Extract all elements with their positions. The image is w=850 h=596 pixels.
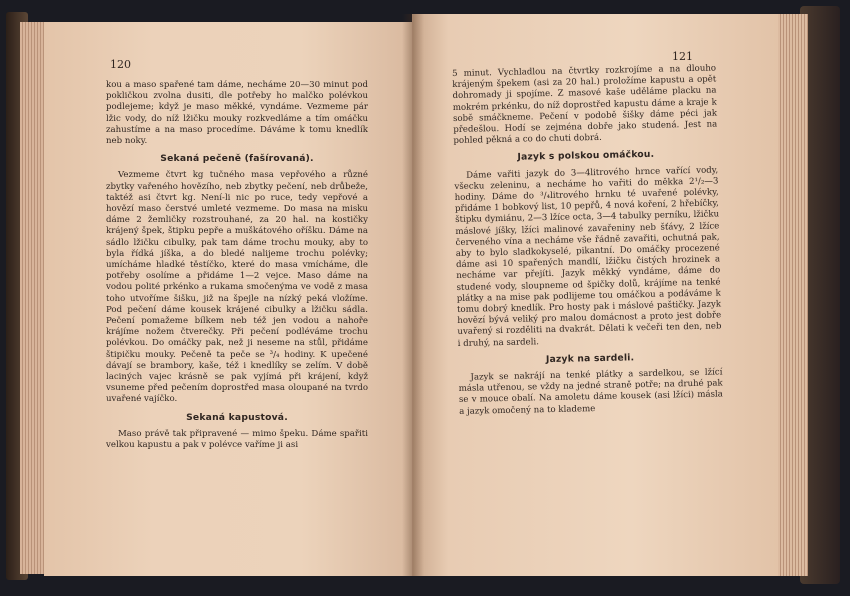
right-page-text — [452, 63, 723, 419]
paragraph: Maso právě tak připravené — mimo špeku. Dáme spařiti velkou kapustu a pak v polévce vaříme ji asi — [106, 428, 368, 451]
recipe-heading: Sekaná kapustová. — [186, 411, 288, 423]
recipe-heading: Sekaná pečeně (fašírovaná). — [160, 153, 314, 165]
paragraph: Vezmeme čtvrt kg tučného masa vepřového a různé zbytky vařeného hovězího, neb zbytky pečení, neb drůbeže, taktéž asi čtvrt kg. Není-li nic po ruce, tedy vepřové a hovězí maso čerstvé umleté vezmeme. Do masa na misku dáme 2 žemličky rozstrouhané, za 20 hal. na kostičky krájený špek, štipku pepře a muškátového oříšku. Dáme na sádlo lžičku cibulky, pak tam dáme trochu mouky, aby to byla řídká jíška, a do bledé nalijeme trochu polévky; umícháme hladké těstíčko, které do masa vmícháme, dle potřeby osolíme a přidáme 1—2 vejce. Maso dáme na vodou polité prkénko a rukama smočenýma ve vodě z masa toho utvoříme šišku, již na špejle na nízký peká vložíme. Pod pečení dáme kousek krájené cibulky a lžičku sádla. Pečení pomažeme bílkem neb též jen vodou a nahoře krájíme nožem čtverečky. Při pečení podléváme trochu polévkou. Do omáčky pak, než ji neseme na stůl, přidáme štipičku mouky. Pečeně ta peče se ³/₄ hodiny. K upečené dávají se brambory, kaše, též i knedlíky se zelím. V době laciných vajec krásně se pak vyjímá při krájení, když vsuneme před pečením doprostřed masa oloupané na tvrdo uvařené vajíčko. — [106, 170, 368, 405]
page-number-right: 121 — [672, 50, 693, 63]
right-page-content — [412, 14, 778, 576]
paragraph: Dáme vařiti jazyk do 3—4litrového hrnce vařící vody, všecku zeleninu, a necháme ho vařiti do měkka 2¹/₂—3 hodiny. Dáme do ³/₄litrového hrnku té uvařené polévky, přidáme 1 bobkový list, 10 pepřů, 4 nová koření, 2 hřebíčky, štipku dymiánu, 2—3 lžíce octa, 3—4 tabulky perníku, lžičku máslové jíšky, lžíci malinové zavařeniny neb šťávy, 2 lžíce červeného vína a necháme vše řádně zavařiti, ochutná pak, aby to bylo sladkokyselé, pikantní. Do omáčky procezené dáme asi 10 spařených mandlí, lžičku čistých hrozinek a necháme var přejíti. Jazyk měkký vyndáme, dáme do studené vody, sloupneme od špičky dolů, krájíme na tenké plátky a na mise pak podlijeme tou omáčkou a podáváme k tomu dobrý knedlík. Pro hosty pak i máslové paštičky. Jazyk hovězí bývá veliký pro malou domácnost a proto jest dobře uvařený si rozděliti na dvakrát. Dělati k večeři ten den, neb i druhý, na sardeli. — [454, 165, 722, 349]
paragraph: Jazyk se nakrájí na tenké plátky a sardelkou, se lžící másla utřenou, se vždy na jedné straně potře; na druhé pak se v mouce obalí. Na amoletu dáme kousek (asi lžíci) másla a jazyk omočený na to klademe — [458, 367, 723, 417]
recipe-heading: Jazyk na sardeli. — [545, 352, 635, 365]
page-number-left: 120 — [110, 58, 131, 71]
left-page-text — [106, 80, 368, 453]
page-edges-right — [774, 14, 808, 576]
left-page-content — [44, 22, 412, 576]
paragraph: 5 minut. Vychladlou na čtvrtky rozkrojíme a na dlouho krájeným špekem (asi za 20 hal.) proložíme kapustu a opět dohromady ji spojíme. Z masové kaše uděláme placku na mokrém prkénku, do níž doprostřed kapustu dáme a kraje k sobě smáčkneme. Pečení v podobě šišky dáme péci jak předešlou. Hodí se zejména dobře jako studená. Jest na pohled pěkná a co do chuti dobrá. — [452, 63, 718, 147]
paragraph: kou a maso spařené tam dáme, necháme 20—30 minut pod pokličkou zvolna dusiti, dle potřeby ho malčko polévkou podlejeme; když je maso měkké, vyndáme. Vezmeme pár lžic vody, do níž lžičku mouky rozkvedláme a tím omáčku zahustíme a na maso procedíme. Dáváme k tomu knedlík neb noky. — [106, 80, 368, 147]
recipe-heading: Jazyk s polskou omáčkou. — [517, 149, 655, 164]
